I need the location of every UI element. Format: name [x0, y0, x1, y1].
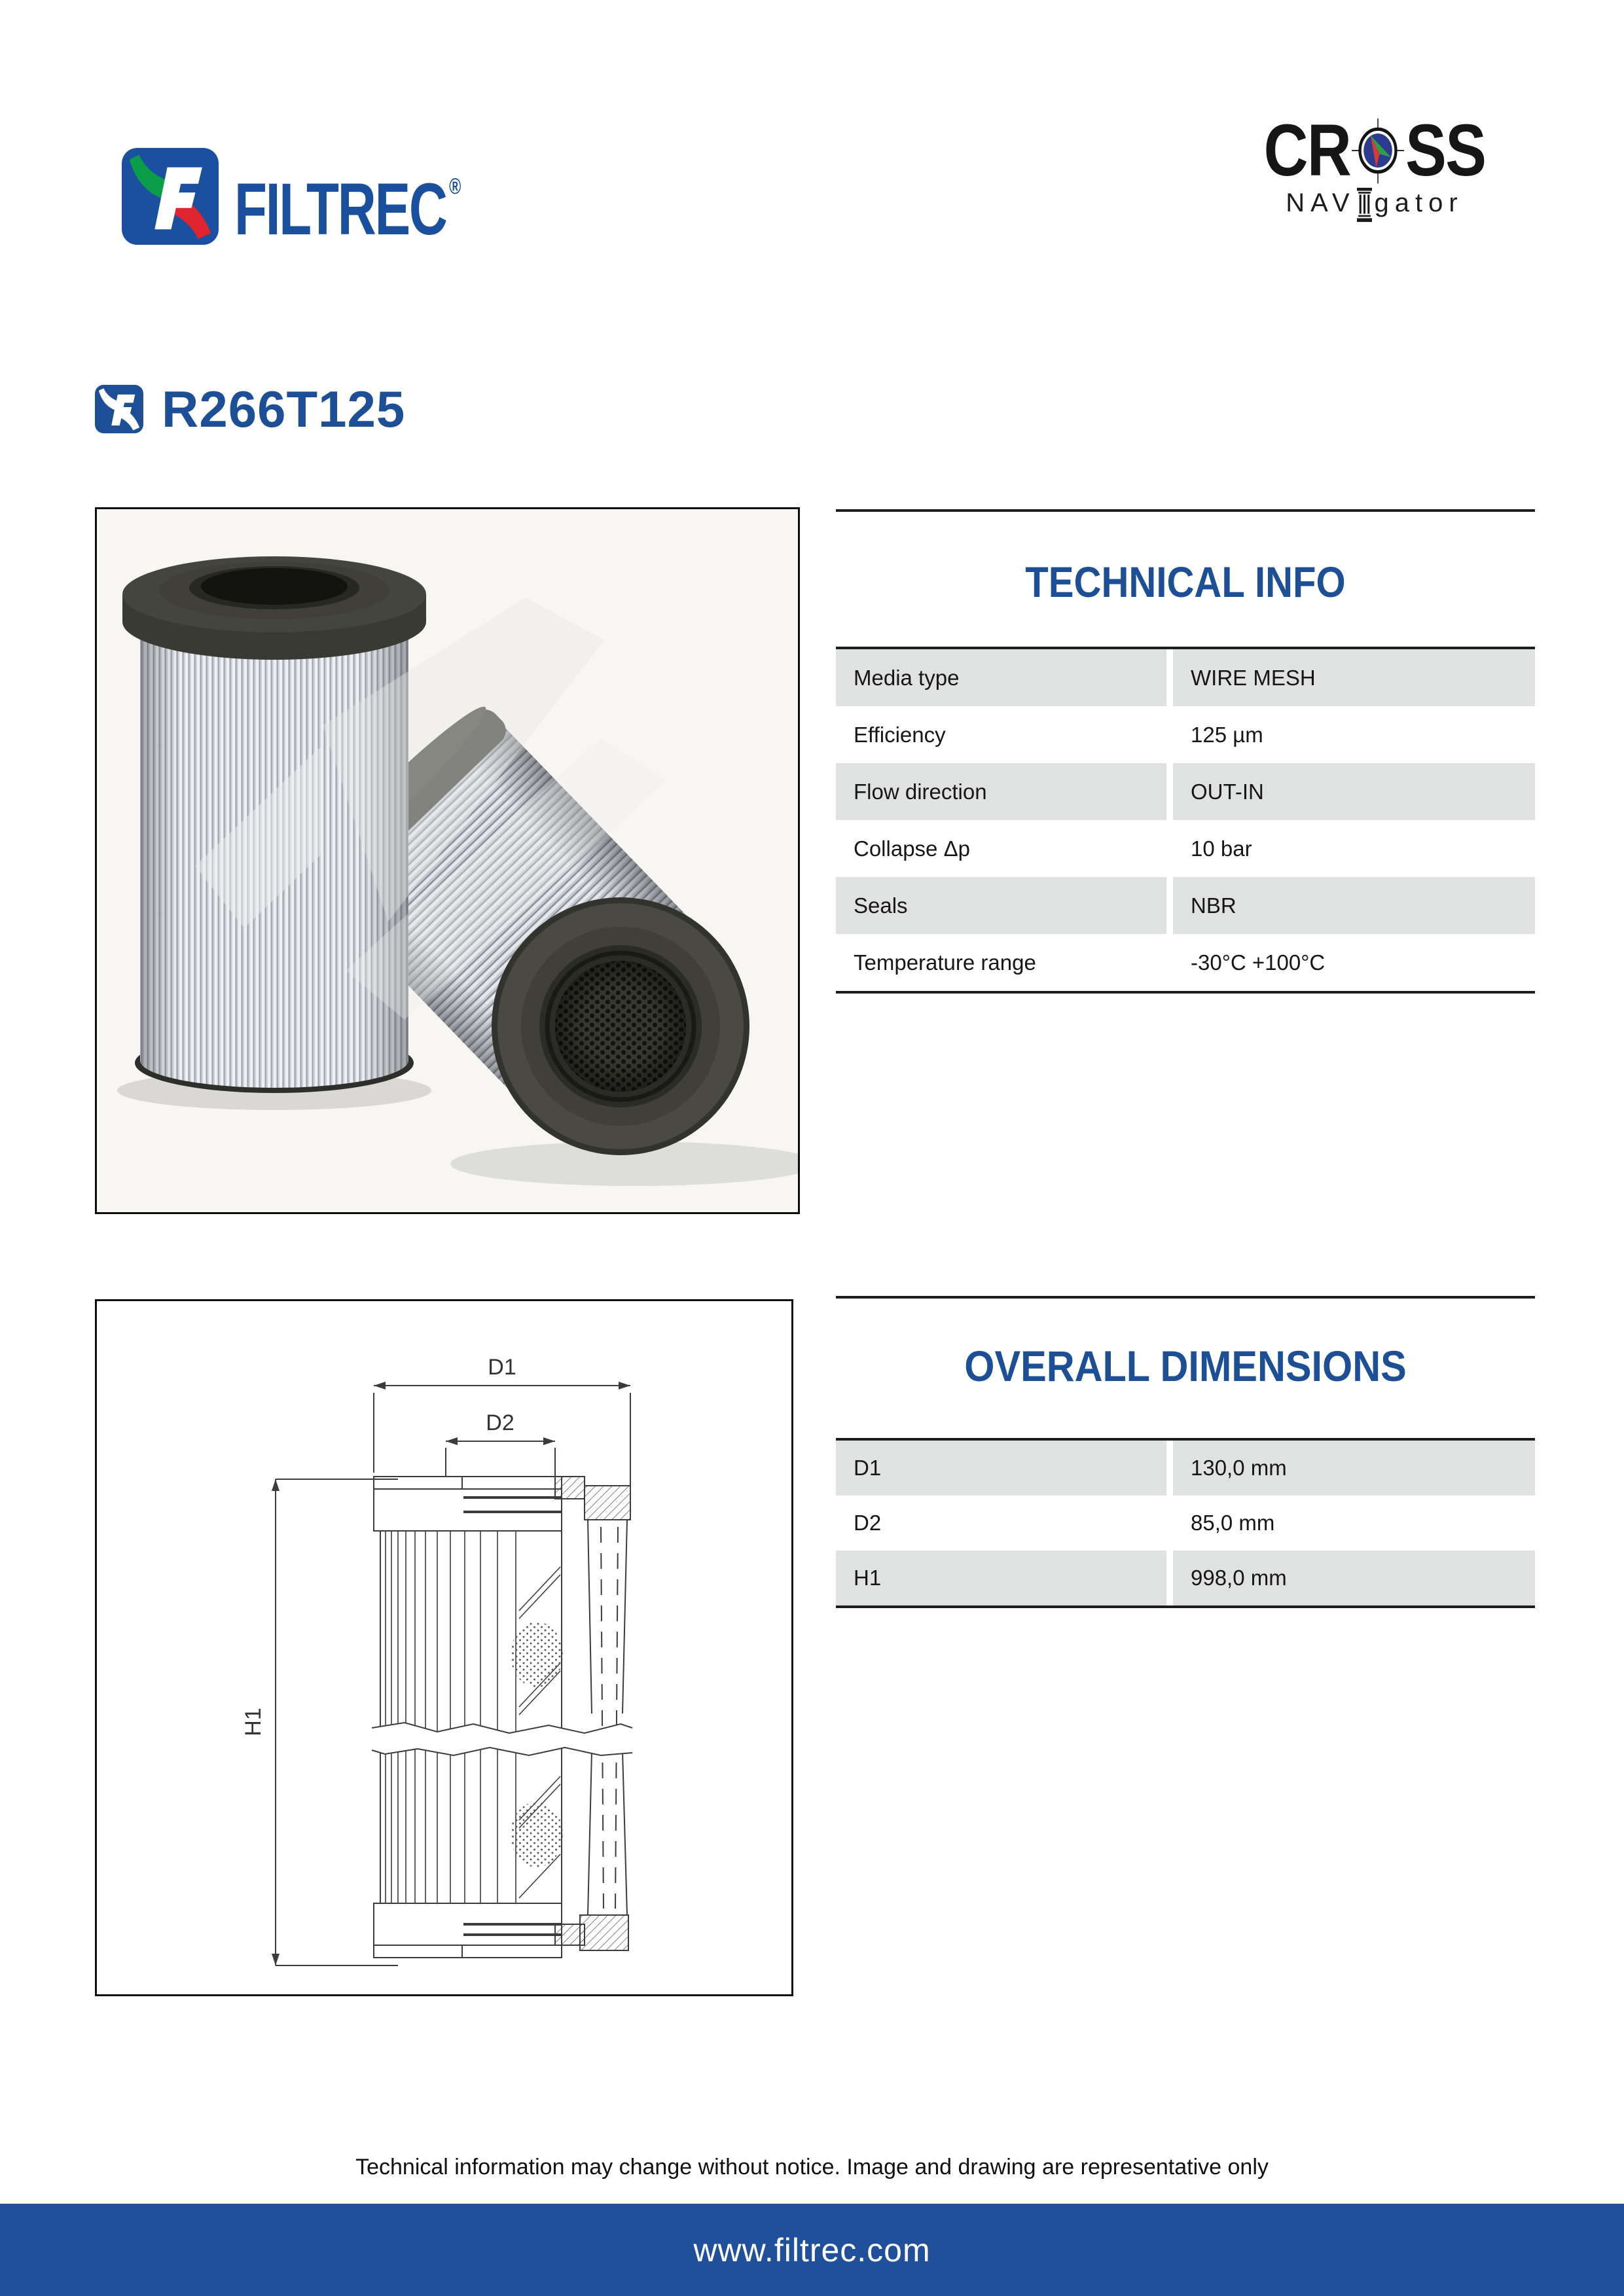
dim-label-h1: H1: [241, 1708, 266, 1736]
table-row: [836, 649, 1535, 706]
row-value: 85,0 mm: [1191, 1511, 1275, 1535]
row-value: NBR: [1173, 877, 1535, 934]
product-photo: [95, 507, 800, 1214]
technical-drawing-image: [97, 1301, 791, 1994]
row-value: 10 bar: [1191, 836, 1252, 861]
table-row: [836, 1551, 1535, 1605]
table-row: [836, 877, 1535, 934]
cross-navigator-logo: [1237, 109, 1512, 218]
column-icon: [1357, 187, 1372, 223]
overall-dimensions-title: OVERALL DIMENSIONS: [964, 1342, 1407, 1390]
column-gap: [1166, 934, 1173, 991]
column-gap: [1166, 763, 1173, 820]
row-label: D2: [854, 1511, 882, 1535]
dim-label-d1: D1: [488, 1355, 516, 1380]
row-value: WIRE MESH: [1173, 649, 1535, 706]
navigator-wordmark: NAV gator: [1237, 187, 1512, 218]
product-f-mark-icon: [95, 385, 143, 433]
row-label: Flow direction: [836, 763, 1166, 820]
technical-info-title: TECHNICAL INFO: [1025, 558, 1346, 606]
overall-dimensions-table: [836, 1438, 1535, 1608]
table-row: [836, 763, 1535, 820]
row-label: D1: [836, 1441, 1166, 1496]
row-value: 998,0 mm: [1173, 1551, 1535, 1605]
row-value: 130,0 mm: [1173, 1441, 1535, 1496]
row-label: Temperature range: [854, 950, 1036, 975]
technical-info-top-rule: [836, 509, 1535, 512]
filtrec-f-mark-icon: [122, 148, 219, 245]
page-title: R266T125: [162, 380, 406, 438]
table-row: [836, 1441, 1535, 1496]
filtrec-wordmark: FILTREC ®: [234, 168, 461, 250]
column-gap: [1166, 706, 1173, 763]
disclaimer-text: Technical information may change without notice. Image and drawing are representative only: [355, 2155, 1269, 2179]
technical-info-table: [836, 647, 1535, 994]
column-gap: [1166, 1496, 1173, 1551]
row-label: Media type: [836, 649, 1166, 706]
row-value: OUT-IN: [1173, 763, 1535, 820]
column-gap: [1166, 820, 1173, 877]
column-gap: [1166, 1441, 1173, 1496]
row-label: Efficiency: [854, 722, 946, 747]
table-row: [836, 706, 1535, 763]
compass-icon: [1350, 117, 1407, 185]
website-url: www.filtrec.com: [693, 2231, 931, 2269]
dim-label-d2: D2: [486, 1410, 514, 1435]
column-gap: [1166, 649, 1173, 706]
row-label: H1: [836, 1551, 1166, 1605]
row-value: 125 µm: [1191, 722, 1263, 747]
product-code-row: [95, 380, 406, 438]
row-label: Seals: [836, 877, 1166, 934]
row-label: Collapse Δp: [854, 836, 970, 861]
table-row: [836, 820, 1535, 877]
table-row: [836, 1496, 1535, 1551]
registered-mark: ®: [449, 174, 461, 199]
column-gap: [1166, 1551, 1173, 1605]
cross-wordmark: CR SS: [1263, 109, 1486, 191]
technical-drawing: [95, 1299, 793, 1996]
product-photo-image: [97, 509, 798, 1212]
table-row: [836, 934, 1535, 991]
row-value: -30°C +100°C: [1191, 950, 1326, 975]
overall-dimensions-top-rule: [836, 1296, 1535, 1299]
filtrec-logo: [122, 148, 541, 250]
column-gap: [1166, 877, 1173, 934]
footer-bar: [0, 2204, 1624, 2296]
